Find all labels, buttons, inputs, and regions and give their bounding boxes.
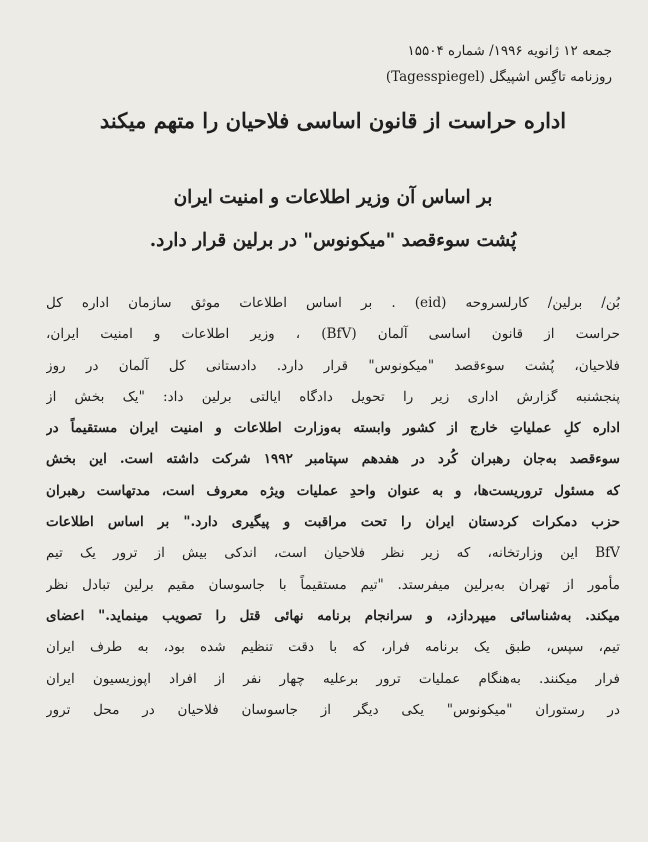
body-line-14: در رستوران "میکونوس" یکی دیگر از جاسوسان فلاحیان در محل ترور	[46, 701, 620, 718]
subheadline	[46, 176, 620, 262]
body-line-4: پنجشنبه گزارش اداری زیر را تحویل دادگاه ایالتی برلین داد: "یک بخش از	[46, 388, 620, 405]
body-line-10: مأمور از تهران به‌برلین میفرستد. "تیم مستقیماً با جاسوسان مقیم برلین تبادل نظر	[46, 576, 620, 593]
article-body	[46, 288, 620, 726]
body-line-12: تیم، سپس، طبق یک برنامه فرار، که با دقت تنظیم شده بود، به طرف ایران	[46, 639, 620, 656]
subheadline-line-1: بر اساس آن وزیر اطلاعات و امنیت ایران	[173, 187, 493, 208]
date-issue-line: جمعه ۱۲ ژانویه ۱۹۹۶/ شماره ۱۵۵۰۴	[407, 43, 612, 59]
body-line-1: بُن/ برلین/ کارلسروحه (eid) . بر اساس اطلاعات موثق سازمان اداره کل	[46, 295, 620, 311]
subheadline-line-2: پُشت سوءقصد "میکونوس" در برلین قرار دارد.	[149, 230, 517, 251]
body-line-2: حراست از قانون اساسی آلمان (BfV) ، وزیر اطلاعات و امنیت ایران،	[46, 326, 620, 343]
body-line-6: سوءقصد به‌جان رهبران کُرد در هفدهم سپتامبر ۱۹۹۲ شرکت داشته است. این بخش	[46, 451, 620, 468]
headline: اداره حراست از قانون اساسی فلاحیان را متهم میکند	[99, 108, 567, 133]
body-line-8: حزب دمکرات کردستان ایران را تحت مراقبت و پیگیری دارد." بر اساس اطلاعات	[46, 514, 620, 531]
newspaper-name-line: روزنامه تاگِس اشپیگل (Tagesspiegel)	[385, 69, 612, 85]
body-line-13: فرار میکنند. به‌هنگام عملیات ترور برعلیه چهار نفر از افراد اپوزیسیون ایران	[46, 670, 620, 687]
body-line-5: اداره کلِ عملیاتِ خارج از کشور وابسته به‌وزارت اطلاعات و امنیت ایران مستقیماً در	[46, 420, 620, 437]
body-line-9: BfV این وزارتخانه، که زیر نظر فلاحیان است، اندکی بیش از ترور یک تیم	[46, 545, 620, 562]
body-line-7: که مسئول تروریست‌ها، و به عنوان واحدِ عملیات ویژه معروف است، مدتهاست رهبران	[46, 482, 620, 499]
body-line-11: میکند. به‌شناسائی میپردازد، و سرانجام برنامه نهائی قتل را تصویب مینماید." اعضای	[46, 607, 620, 624]
body-line-3: فلاحیان، پُشت سوءقصد "میکونوس" قرار دارد. دادستانی کل آلمان در روز	[46, 357, 620, 374]
